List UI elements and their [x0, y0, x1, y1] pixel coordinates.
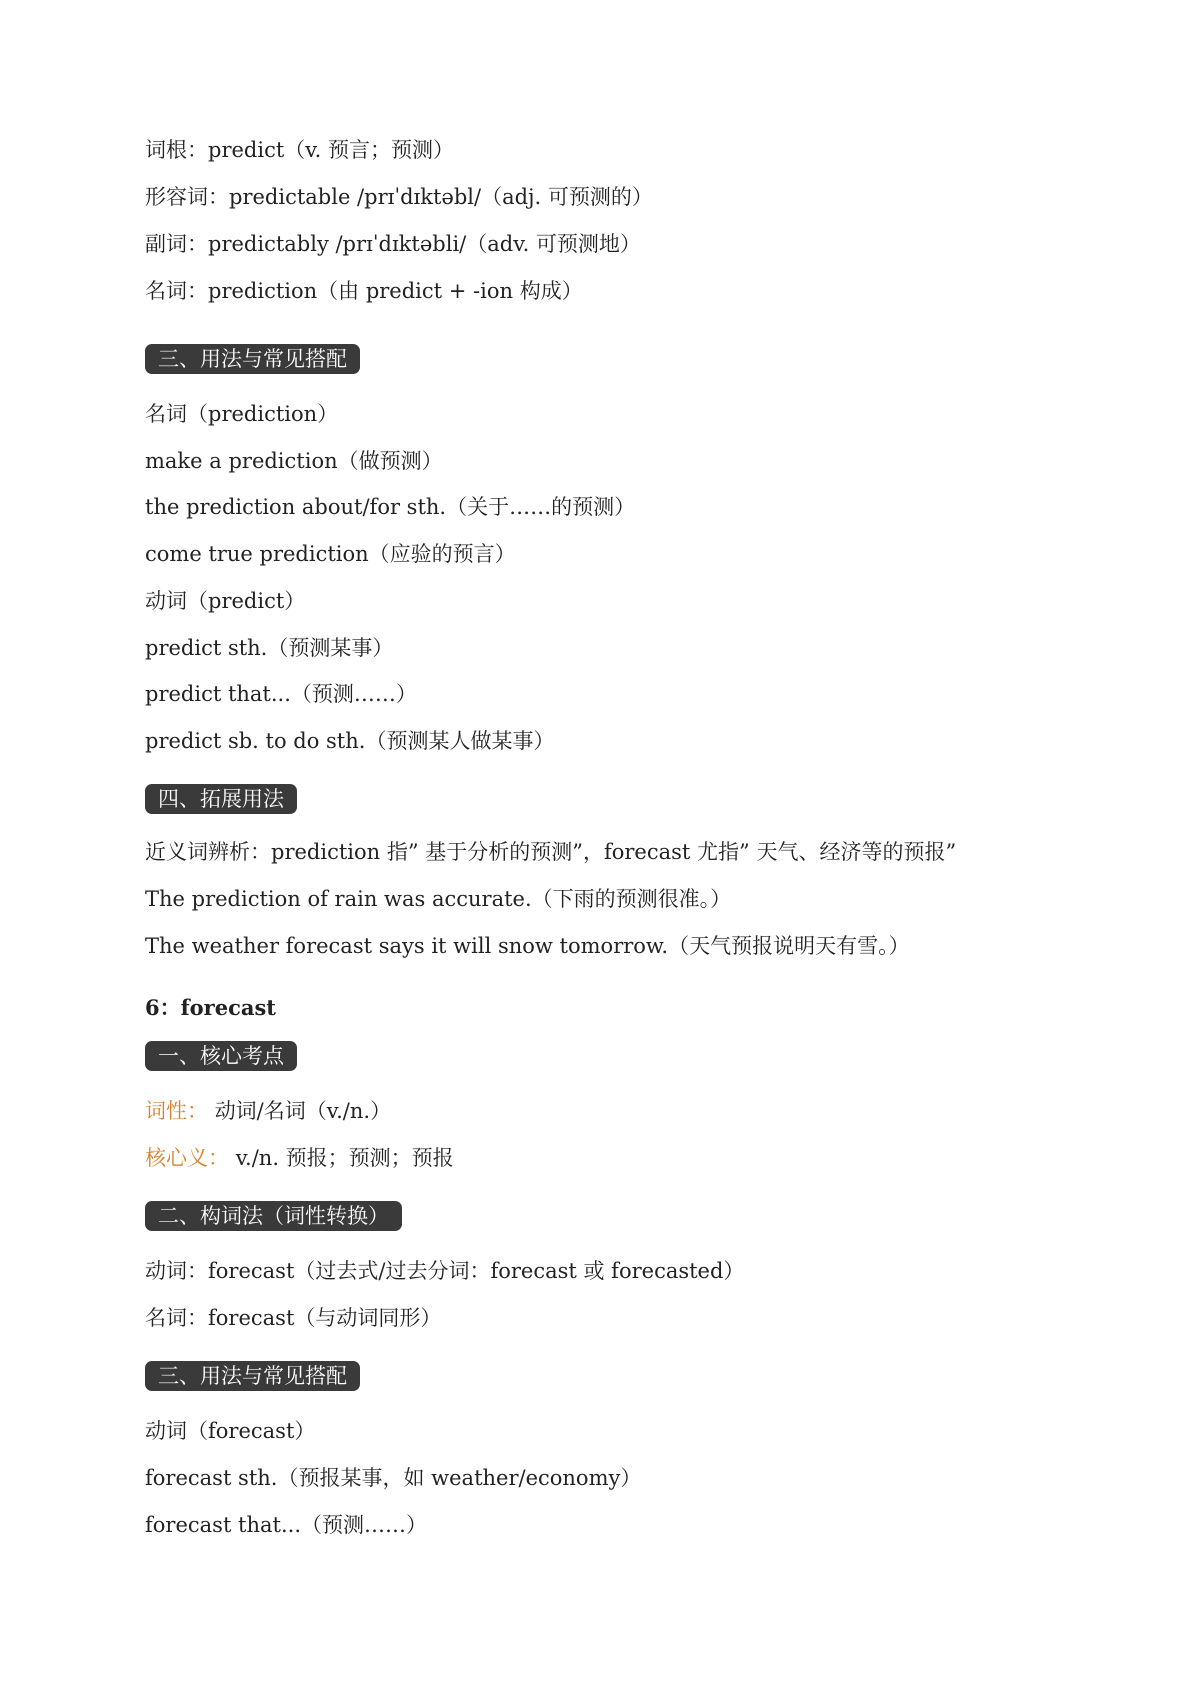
section-heading: 二、构词法（词性转换）	[145, 1201, 402, 1231]
entry-title: 6：forecast	[145, 995, 276, 1020]
text-line: The weather forecast says it will snow tomorrow.（天气预报说明天有雪。）	[145, 934, 910, 958]
text-line: 近义词辨析：prediction 指” 基于分析的预测”，forecast 尤指” 天气、经济等的预报”	[145, 840, 957, 864]
pos-label: 词性：	[145, 1099, 208, 1123]
text-line: come true prediction（应验的预言）	[145, 542, 516, 566]
section-heading: 一、核心考点	[145, 1041, 297, 1071]
text-line: predict that...（预测……）	[145, 682, 417, 706]
core-meaning-line	[145, 1143, 454, 1173]
text-line: the prediction about/for sth.（关于……的预测）	[145, 495, 636, 519]
pos-value: 动词/名词（v./n.）	[214, 1099, 392, 1123]
section-heading: 三、用法与常见搭配	[145, 1361, 360, 1391]
section-heading: 三、用法与常见搭配	[145, 344, 360, 374]
text-line: 动词（forecast）	[145, 1419, 316, 1443]
text-line: make a prediction（做预测）	[145, 449, 443, 473]
text-line: predict sb. to do sth.（预测某人做某事）	[145, 729, 555, 753]
text-line: 名词：forecast（与动词同形）	[145, 1306, 442, 1330]
text-line: forecast sth.（预报某事，如 weather/economy）	[145, 1466, 642, 1490]
text-line: 动词：forecast（过去式/过去分词：forecast 或 forecasted）	[145, 1259, 745, 1283]
core-meaning-value: v./n. 预报；预测；预报	[235, 1146, 454, 1170]
text-line: 副词：predictably /prɪˈdɪktəbli/（adv. 可预测地）	[145, 232, 641, 256]
core-meaning-label: 核心义：	[145, 1146, 229, 1170]
pos-line	[145, 1096, 391, 1126]
text-line: The prediction of rain was accurate.（下雨的预测很准。）	[145, 887, 732, 911]
text-line: 名词：prediction（由 predict + -ion 构成）	[145, 279, 583, 303]
text-line: predict sth.（预测某事）	[145, 636, 394, 660]
text-line: 动词（predict）	[145, 589, 306, 613]
text-line: 名词（prediction）	[145, 402, 339, 426]
section-heading: 四、拓展用法	[145, 784, 297, 814]
text-line: 形容词：predictable /prɪˈdɪktəbl/（adj. 可预测的）	[145, 185, 653, 209]
text-line: forecast that...（预测……）	[145, 1513, 428, 1537]
text-line: 词根：predict（v. 预言；预测）	[145, 138, 454, 162]
